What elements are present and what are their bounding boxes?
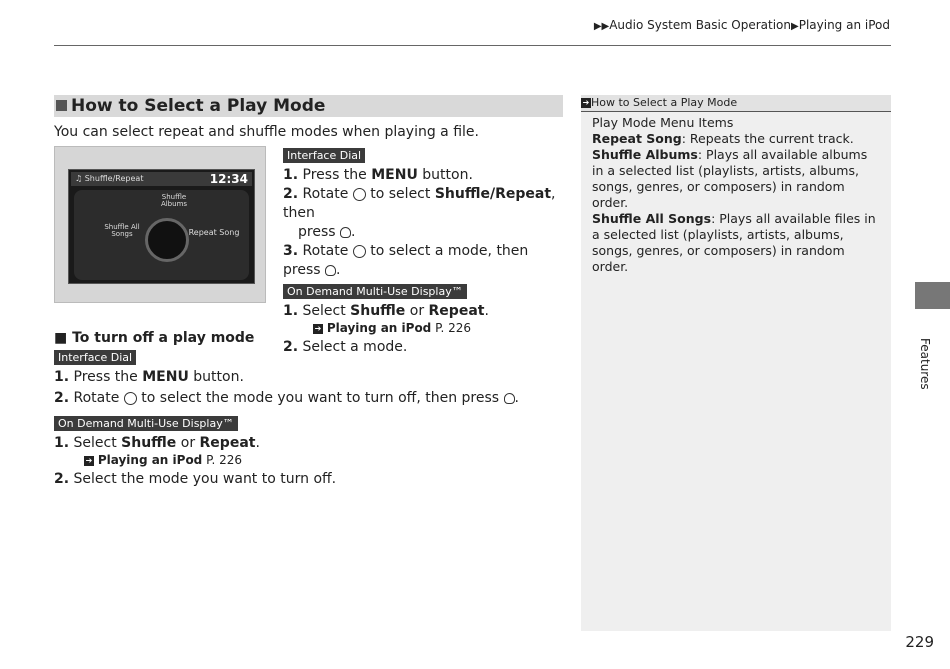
dial-icon — [353, 245, 366, 258]
sidebar-note — [581, 95, 891, 631]
sidebar-line: Repeat Song: Repeats the current track. — [592, 131, 854, 146]
interface-dial-tag: Interface Dial — [283, 148, 365, 163]
display-screen — [68, 169, 255, 284]
step: 2. Select the mode you want to turn off. — [54, 471, 337, 487]
interface-dial-tag: Interface Dial — [54, 350, 136, 365]
step-continued: press . — [298, 224, 356, 240]
page-number: 229 — [905, 633, 934, 651]
sidebar-heading: ➔ How to Select a Play Mode — [581, 95, 891, 112]
intro-text: You can select repeat and shuffle modes when playing a file. — [54, 124, 479, 140]
step: 3. Rotate to select a mode, then press . — [283, 243, 529, 278]
square-bullet-icon — [56, 100, 67, 111]
section-title-text: How to Select a Play Mode — [71, 96, 326, 116]
chapter-tab-label: Features — [918, 338, 932, 390]
steps-block-1 — [283, 144, 568, 357]
step: 2. Select a mode. — [283, 339, 408, 355]
breadcrumb-arrow-icon: ▶▶ — [593, 21, 610, 32]
press-icon — [325, 265, 336, 276]
sidebar-line: Play Mode Menu Items — [592, 115, 734, 130]
option-repeat-song: Repeat Song — [188, 228, 240, 237]
sidebar-line: Shuffle Albums: Plays all available albums in a selected list (playlists, artists, albums, songs, genres, or composers) in random order. — [592, 147, 868, 210]
display-tag: On Demand Multi-Use Display™ — [54, 416, 238, 431]
screen-time: 12:34 — [209, 172, 248, 186]
mode-selector — [74, 190, 249, 280]
dial-icon — [353, 188, 366, 201]
step: 1. Select Shuffle or Repeat. — [283, 303, 489, 319]
screen-title-bar — [71, 172, 252, 186]
display-tag: On Demand Multi-Use Display™ — [283, 284, 467, 299]
section-title — [54, 95, 563, 117]
screen-title: Shuffle/Repeat — [84, 174, 144, 183]
note-icon: ➔ — [582, 98, 590, 107]
cross-reference-link[interactable]: ➔ Playing an iPod P. 226 — [314, 321, 471, 335]
square-bullet-icon: ■ — [54, 330, 73, 346]
option-shuffle-all-songs: Shuffle All Songs — [104, 223, 140, 238]
header-divider — [54, 45, 891, 46]
screen-illustration — [54, 146, 266, 303]
reference-arrow-icon: ➔ — [314, 323, 322, 333]
subheading: ■ To turn off a play mode — [54, 330, 255, 346]
step: 1. Press the MENU button. — [54, 369, 244, 385]
press-icon — [340, 227, 351, 238]
selector-knob-icon — [145, 218, 189, 262]
reference-arrow-icon: ➔ — [85, 455, 93, 465]
step: 2. Rotate to select Shuffle/Repeat, then — [283, 186, 556, 221]
step: 1. Press the MENU button. — [283, 167, 473, 183]
breadcrumb-item: Playing an iPod — [798, 18, 890, 32]
breadcrumb — [594, 18, 890, 32]
step: 2. Rotate to select the mode you want to turn off, then press . — [54, 390, 519, 406]
breadcrumb-arrow-icon: ▶ — [791, 21, 799, 32]
sidebar-body — [592, 115, 882, 275]
breadcrumb-item: Audio System Basic Operation — [609, 18, 792, 32]
press-icon — [504, 393, 515, 404]
steps-block-2 — [54, 330, 574, 489]
music-note-icon: ♫ — [75, 174, 85, 183]
sidebar-line: Shuffle All Songs: Plays all available files in a selected list (playlists, artists, albums, songs, genres, or composers) in random order. — [592, 211, 876, 274]
cross-reference-link[interactable]: ➔ Playing an iPod P. 226 — [85, 453, 242, 467]
step: 1. Select Shuffle or Repeat. — [54, 435, 260, 451]
dial-icon — [124, 392, 137, 405]
chapter-tab — [915, 282, 950, 309]
option-shuffle-albums: Shuffle Albums — [160, 193, 188, 208]
